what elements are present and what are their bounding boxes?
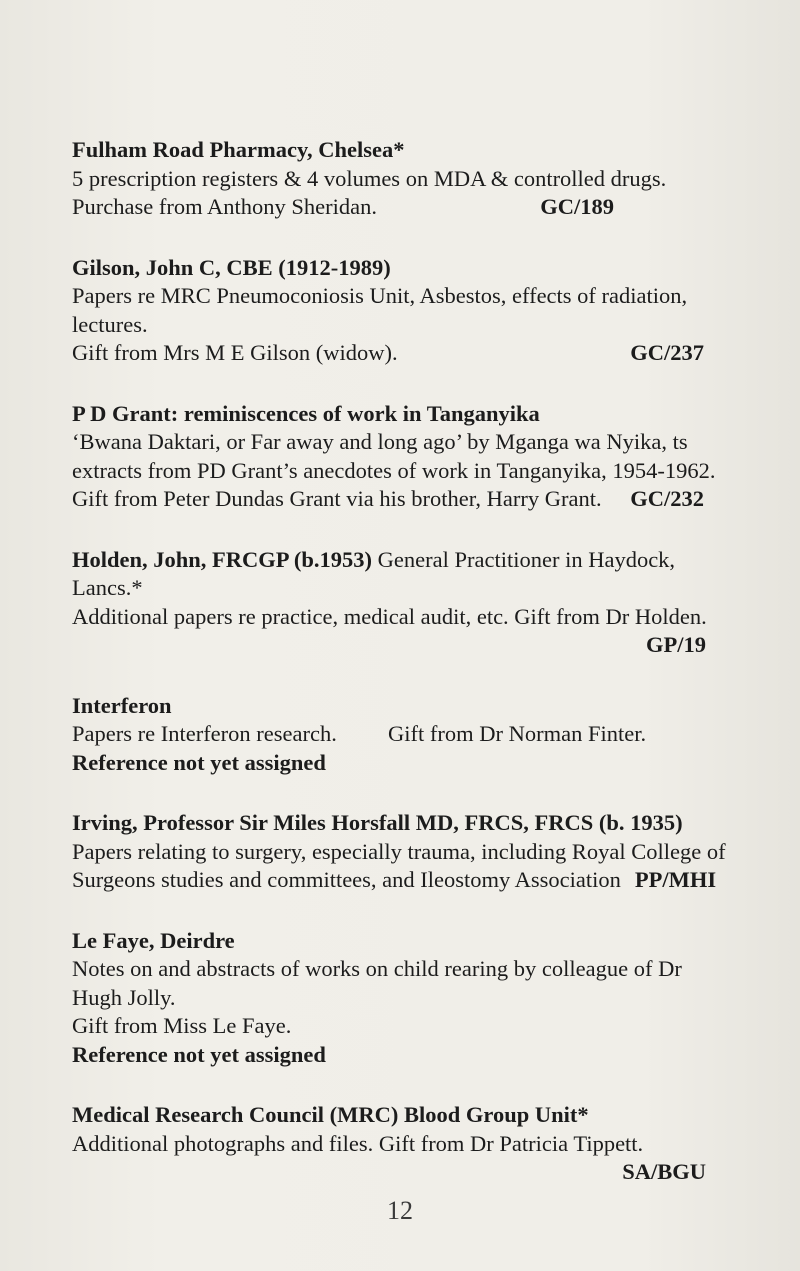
entry-description: Notes on and abstracts of works on child rearing by colleague of Dr xyxy=(72,956,682,981)
entry-heading: Fulham Road Pharmacy, Chelsea* xyxy=(72,137,405,162)
entry-heading-rest: General Practitioner in Haydock, xyxy=(372,546,676,572)
entry-gilson xyxy=(72,254,722,368)
entry-description: extracts from PD Grant’s anecdotes of work in Tanganyika, 1954-1962. xyxy=(72,457,716,483)
entry-reference: GC/189 xyxy=(540,194,614,219)
entry-description: Papers re Interferon research. xyxy=(72,721,337,746)
entry-source-line xyxy=(72,485,722,514)
entry-source-line xyxy=(72,866,722,895)
entry-description: lectures. xyxy=(72,311,148,337)
entry-heading: Le Faye, Deirdre xyxy=(72,927,235,953)
entry-heading: Irving, Professor Sir Miles Horsfall MD, FRCS, FRCS (b. 1935) xyxy=(72,810,683,835)
entry-description: Lancs.* xyxy=(72,575,143,600)
entry-source-line xyxy=(72,339,722,368)
entry-source: Gift from Peter Dundas Grant via his brother, Harry Grant. xyxy=(72,486,602,511)
entry-pd-grant xyxy=(72,400,722,514)
entry-source: Gift from Miss Le Faye. xyxy=(72,1013,292,1038)
entry-mrc-blood-group-unit xyxy=(72,1101,722,1187)
entry-description: Papers re MRC Pneumoconiosis Unit, Asbestos, effects of radiation, xyxy=(72,283,688,308)
entry-source: Gift from Dr Norman Finter. xyxy=(388,721,647,746)
entry-source: Gift from Mrs M E Gilson (widow). xyxy=(72,340,398,365)
entry-description: ‘Bwana Daktari, or Far away and long ago’ by Mganga wa Nyika, ts xyxy=(72,429,688,454)
page-number: 12 xyxy=(387,1196,413,1225)
entry-description: 5 prescription registers & 4 volumes on MDA & controlled drugs. xyxy=(72,165,667,191)
entry-description-line xyxy=(72,720,722,749)
entry-description: Papers relating to surgery, especially trauma, including Royal College of xyxy=(72,838,726,864)
entry-description: Additional photographs and files. Gift from Dr Patricia Tippett. xyxy=(72,1130,644,1156)
entry-reference: SA/BGU xyxy=(622,1159,706,1184)
entry-heading: Medical Research Council (MRC) Blood Group Unit* xyxy=(72,1102,589,1127)
accessions-list xyxy=(72,136,726,1219)
entry-le-faye xyxy=(72,927,722,1070)
entry-heading: P D Grant: reminiscences of work in Tanganyika xyxy=(72,400,540,426)
entry-source: Purchase from Anthony Sheridan. xyxy=(72,194,377,219)
entry-reference: GP/19 xyxy=(646,632,706,657)
entry-reference: Reference not yet assigned xyxy=(72,749,326,775)
entry-irving xyxy=(72,809,726,895)
entry-reference: Reference not yet assigned xyxy=(72,1041,326,1067)
entry-heading: Holden, John, FRCGP (b.1953) xyxy=(72,546,373,572)
entry-description: Surgeons studies and committees, and Ileostomy Association xyxy=(72,867,621,892)
entry-reference: PP/MHI xyxy=(634,867,717,892)
entry-reference: GC/232 xyxy=(630,486,704,511)
entry-heading: Gilson, John C, CBE (1912-1989) xyxy=(72,254,391,280)
entry-description: Hugh Jolly. xyxy=(72,984,176,1010)
entry-heading-line xyxy=(72,546,722,575)
entry-holden xyxy=(72,546,722,660)
entry-heading: Interferon xyxy=(72,692,172,718)
entry-reference: GC/237 xyxy=(630,340,704,365)
entry-description: Additional papers re practice, medical audit, etc. Gift from Dr Holden. xyxy=(72,603,707,629)
entry-fulham-road-pharmacy xyxy=(72,136,722,222)
entry-interferon xyxy=(72,692,722,778)
entry-source-line xyxy=(72,193,722,222)
